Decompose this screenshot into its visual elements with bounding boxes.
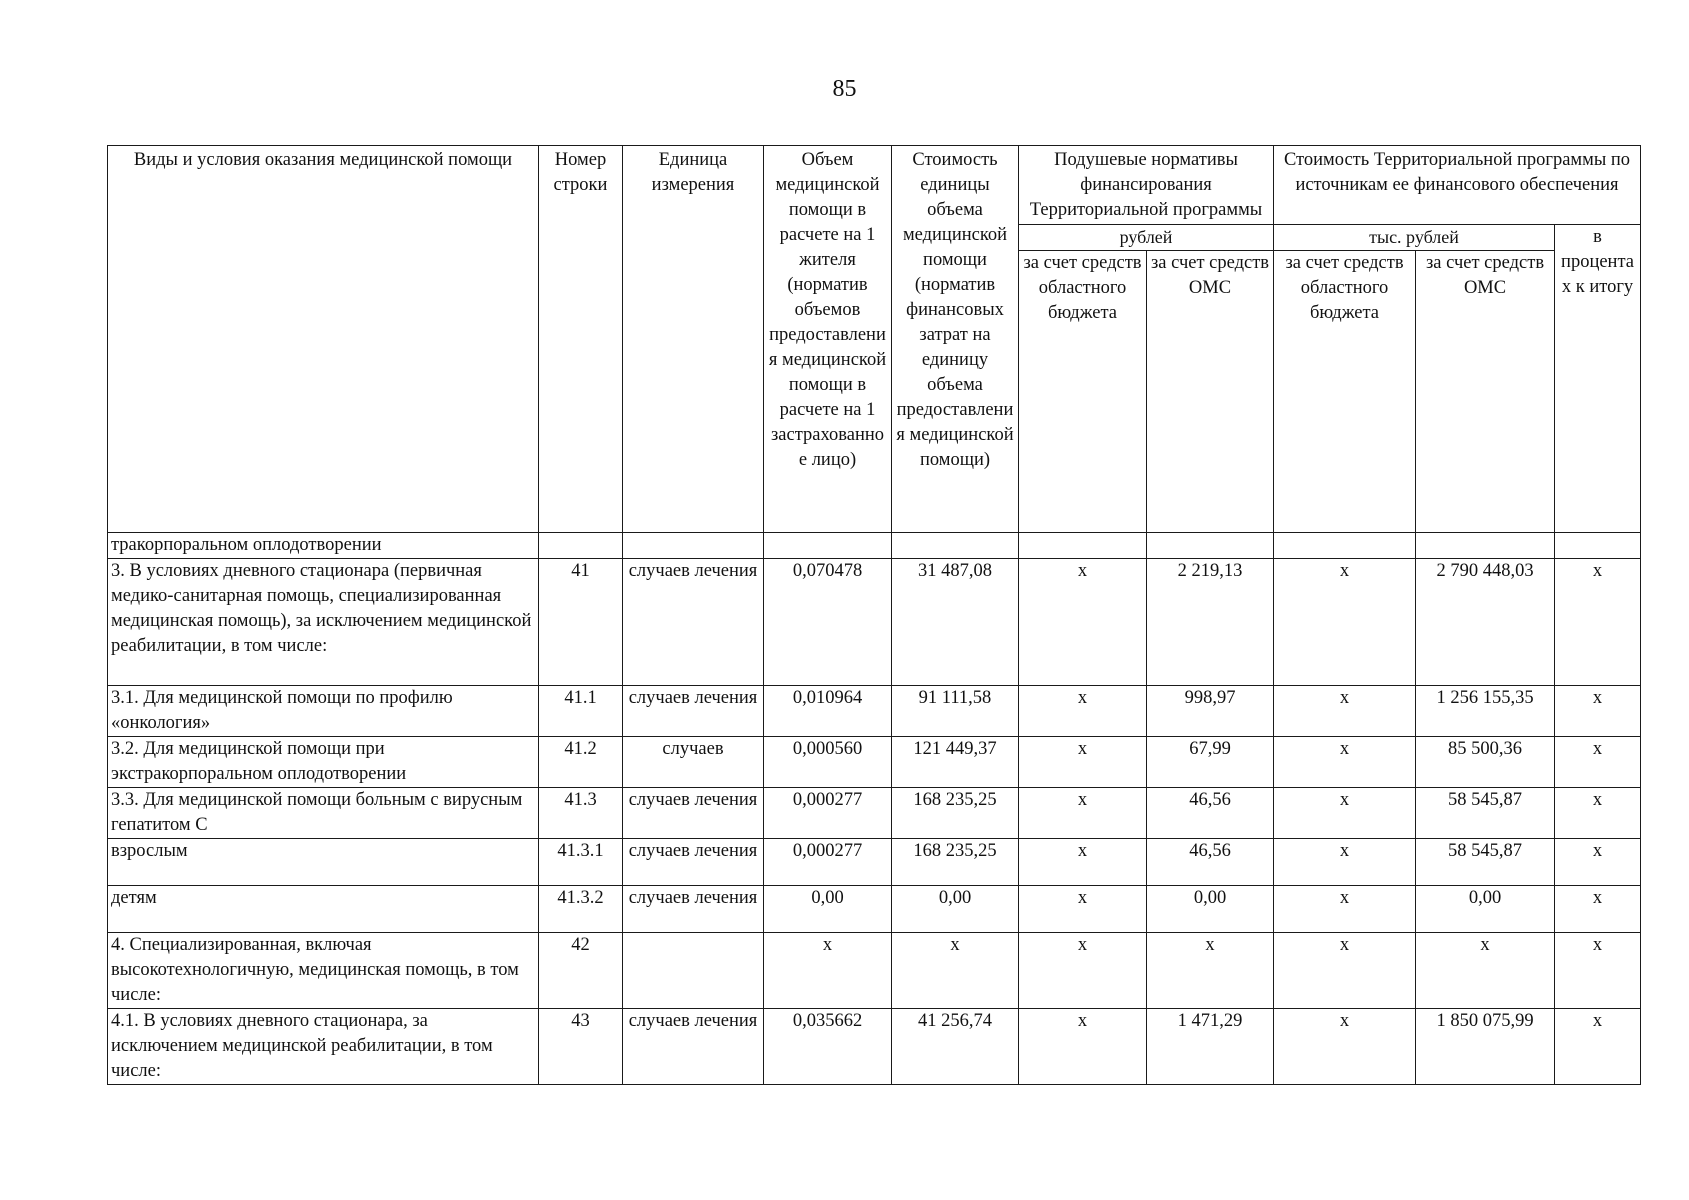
row-volume: 0,010964 (764, 686, 892, 737)
header-per-capita-budget: за счет средств областного бюджета (1019, 251, 1147, 533)
row-percent: x (1555, 839, 1641, 886)
row-percent: x (1555, 559, 1641, 686)
row-percent: x (1555, 737, 1641, 788)
row-kind: взрослым (108, 839, 539, 886)
header-volume: Объем медицинской помощи в расчете на 1 жителя (норматив объемов предоставления медицинской помощи в расчете на 1 застрахованное лицо) (764, 146, 892, 533)
header-unit: Единица измерения (623, 146, 764, 533)
row-cost: 31 487,08 (892, 559, 1019, 686)
row-program-budget: x (1274, 686, 1416, 737)
row-cost: 0,00 (892, 886, 1019, 933)
row-per-capita-oms: x (1147, 933, 1274, 1009)
row-program-budget: x (1274, 1009, 1416, 1085)
row-program-budget: x (1274, 886, 1416, 933)
header-program-cost-unit: тыс. рублей (1274, 225, 1555, 251)
row-unit: случаев лечения (623, 1009, 764, 1085)
table-row (108, 839, 1641, 886)
row-per-capita-budget: x (1019, 839, 1147, 886)
row-per-capita-budget: x (1019, 559, 1147, 686)
row-per-capita-budget: x (1019, 737, 1147, 788)
row-number: 41.3 (539, 788, 623, 839)
row-percent: x (1555, 886, 1641, 933)
header-percent: в процентах к итогу (1555, 225, 1641, 533)
table-row (108, 686, 1641, 737)
row-volume: 0,000277 (764, 788, 892, 839)
row-percent: x (1555, 686, 1641, 737)
row-volume: x (764, 933, 892, 1009)
row-percent: x (1555, 1009, 1641, 1085)
row-per-capita-budget: x (1019, 886, 1147, 933)
row-program-budget: x (1274, 559, 1416, 686)
header-per-capita-unit: рублей (1019, 225, 1274, 251)
row-unit: случаев лечения (623, 559, 764, 686)
page-number: 85 (832, 76, 857, 102)
row-unit: случаев (623, 737, 764, 788)
header-kind: Виды и условия оказания медицинской помощи (108, 146, 539, 533)
row-program-budget: x (1274, 839, 1416, 886)
row-number: 41.3.2 (539, 886, 623, 933)
row-unit: случаев лечения (623, 788, 764, 839)
row-percent: x (1555, 933, 1641, 1009)
row-kind: 4. Специализированная, включая высокотехнологичную, медицинская помощь, в том числе: (108, 933, 539, 1009)
row-volume: 0,070478 (764, 559, 892, 686)
row-unit (623, 933, 764, 1009)
row-program-oms: x (1416, 933, 1555, 1009)
row-kind: 3. В условиях дневного стационара (первичная медико-санитарная помощь, специализированная медицинская помощь), за исключением медицинской реабилитации, в том числе: (108, 559, 539, 686)
header-program-cost: Стоимость Территориальной программы по источникам ее финансового обеспечения (1274, 146, 1641, 225)
financing-table (107, 145, 1641, 1085)
header-row-no: Номер строки (539, 146, 623, 533)
row-program-budget: x (1274, 788, 1416, 839)
row-program-oms: 1 256 155,35 (1416, 686, 1555, 737)
row-kind: 3.1. Для медицинской помощи по профилю «онкология» (108, 686, 539, 737)
row-per-capita-oms: 0,00 (1147, 886, 1274, 933)
table-row (108, 559, 1641, 686)
row-volume: 0,00 (764, 886, 892, 933)
row-program-oms: 2 790 448,03 (1416, 559, 1555, 686)
header-cost-unit: Стоимость единицы объема медицинской помощи (норматив финансовых затрат на единицу объема предоставления медицинской помощи) (892, 146, 1019, 533)
row-number: 42 (539, 933, 623, 1009)
row-number: 41.2 (539, 737, 623, 788)
row-kind: 3.3. Для медицинской помощи больным с вирусным гепатитом С (108, 788, 539, 839)
row-program-oms: 58 545,87 (1416, 839, 1555, 886)
header-per-capita-oms: за счет средств ОМС (1147, 251, 1274, 533)
row-number: 43 (539, 1009, 623, 1085)
row-volume: 0,000277 (764, 839, 892, 886)
row-per-capita-oms: 67,99 (1147, 737, 1274, 788)
row-cost: x (892, 933, 1019, 1009)
row-per-capita-oms: 998,97 (1147, 686, 1274, 737)
table-row (108, 933, 1641, 1009)
row-per-capita-budget: x (1019, 686, 1147, 737)
row-per-capita-budget: x (1019, 1009, 1147, 1085)
row-cost: 41 256,74 (892, 1009, 1019, 1085)
table-row (108, 737, 1641, 788)
row-unit: случаев лечения (623, 886, 764, 933)
table-row (108, 1009, 1641, 1085)
row-kind: 3.2. Для медицинской помощи при экстракорпоральном оплодотворении (108, 737, 539, 788)
row-program-budget: x (1274, 933, 1416, 1009)
continuation-row (108, 533, 1641, 559)
row-program-oms: 85 500,36 (1416, 737, 1555, 788)
row-kind: детям (108, 886, 539, 933)
header-per-capita: Подушевые нормативы финансирования Территориальной программы (1019, 146, 1274, 225)
row-per-capita-oms: 2 219,13 (1147, 559, 1274, 686)
row-per-capita-oms: 46,56 (1147, 839, 1274, 886)
table-row (108, 788, 1641, 839)
row-program-oms: 0,00 (1416, 886, 1555, 933)
row-number: 41.1 (539, 686, 623, 737)
row-number: 41.3.1 (539, 839, 623, 886)
row-cost: 121 449,37 (892, 737, 1019, 788)
row-program-oms: 58 545,87 (1416, 788, 1555, 839)
table-row (108, 886, 1641, 933)
row-per-capita-oms: 46,56 (1147, 788, 1274, 839)
continuation-kind: тракорпоральном оплодотворении (108, 533, 539, 559)
row-number: 41 (539, 559, 623, 686)
row-cost: 168 235,25 (892, 788, 1019, 839)
row-volume: 0,035662 (764, 1009, 892, 1085)
row-percent: x (1555, 788, 1641, 839)
row-volume: 0,000560 (764, 737, 892, 788)
row-unit: случаев лечения (623, 686, 764, 737)
header-program-oms: за счет средств ОМС (1416, 251, 1555, 533)
header-program-budget: за счет средств областного бюджета (1274, 251, 1416, 533)
row-unit: случаев лечения (623, 839, 764, 886)
row-cost: 91 111,58 (892, 686, 1019, 737)
row-per-capita-budget: x (1019, 788, 1147, 839)
row-program-budget: x (1274, 737, 1416, 788)
row-per-capita-oms: 1 471,29 (1147, 1009, 1274, 1085)
row-cost: 168 235,25 (892, 839, 1019, 886)
row-program-oms: 1 850 075,99 (1416, 1009, 1555, 1085)
row-kind: 4.1. В условиях дневного стационара, за исключением медицинской реабилитации, в том числе: (108, 1009, 539, 1085)
row-per-capita-budget: x (1019, 933, 1147, 1009)
